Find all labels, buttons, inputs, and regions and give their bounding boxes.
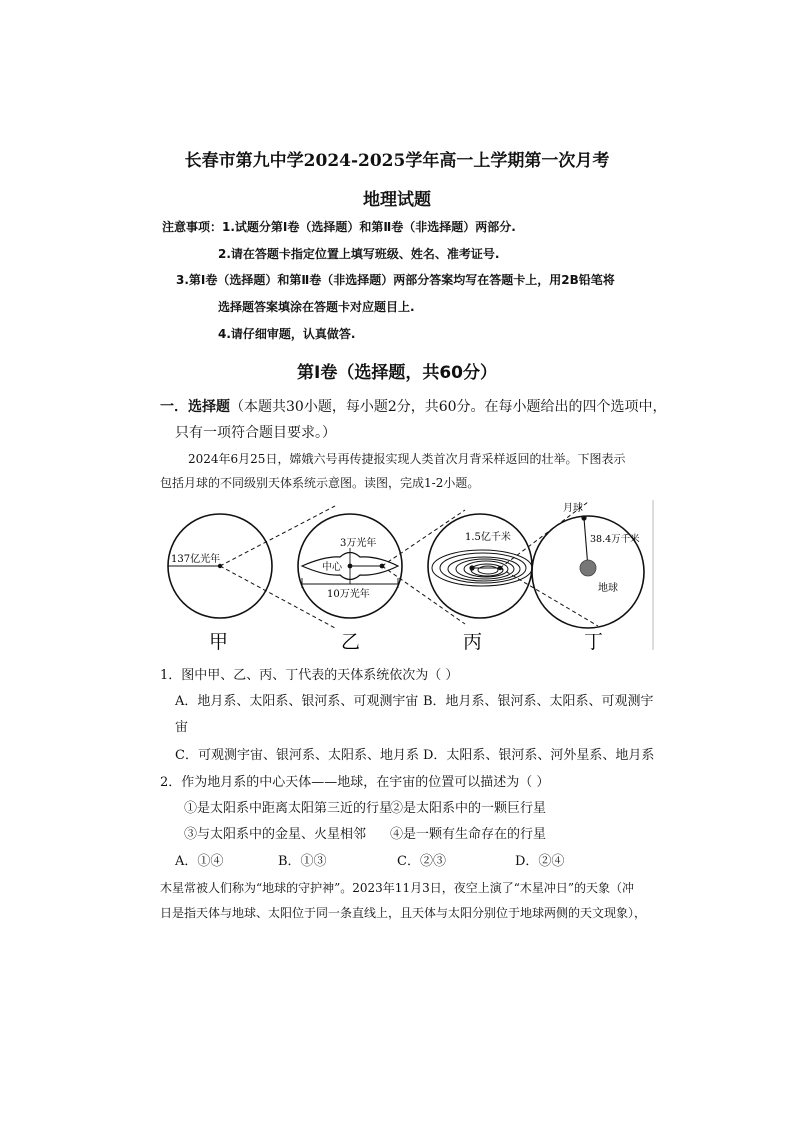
- yi-label: 乙: [341, 631, 361, 653]
- yi-center-label: 中心: [322, 562, 342, 573]
- part-desc: （本题共30小题，每小题2分，共60分。在每小题给出的四个选项中，: [230, 399, 667, 415]
- q1-option-b: B．地月系、银河系、太阳系、可观测宇: [423, 694, 654, 709]
- notes-item: 4.请仔细审题，认真做答.: [218, 327, 356, 341]
- jia-label: 甲: [209, 631, 229, 653]
- notes-item: 2.请在答题卡指定位置上填写班级、姓名、准考证号.: [218, 247, 500, 261]
- earth-globe-icon: [580, 560, 596, 576]
- q2-option-d: D．②④: [515, 854, 565, 869]
- connector-line: [220, 506, 335, 566]
- passage-line: 木星常被人们称为“地球的守护神”。2023年11月3日，夜空上演了“木星冲日”的天象（冲: [160, 881, 634, 895]
- bing-label: 丙: [463, 631, 483, 653]
- exam-subtitle: 地理试题: [363, 190, 431, 210]
- q1-option-c: C．可观测宇宙、银河系、太阳系、地月系: [175, 748, 419, 763]
- notes-item: 选择题答案填涂在答题卡对应题目上.: [218, 300, 415, 314]
- passage-line: 日是指天体与地球、太阳位于同一条直线上，且天体与太阳分别位于地球两侧的天文现象），: [160, 906, 647, 920]
- part-intro: [160, 396, 667, 416]
- passage-line: 2024年6月25日，嫦娥六号再传捷报实现人类首次月背采样返回的壮举。下图表示: [188, 452, 626, 466]
- notes-label: 注意事项：: [162, 220, 223, 234]
- moon-label: 月球: [563, 503, 583, 514]
- q1-option-a: A．地月系、太阳系、银河系、可观测宇宙: [175, 694, 419, 709]
- yi-width-label: 10万光年: [327, 589, 370, 600]
- galactic-center-dot: [348, 564, 353, 569]
- connector-line: [500, 568, 598, 626]
- exam-title: 长春市第九中学2024-2025学年高一上学期第一次月考: [184, 151, 610, 171]
- yi-thickness-label: 3万光年: [340, 538, 377, 549]
- q2-option-a: A．①④: [175, 854, 224, 869]
- connector-line: [220, 566, 335, 628]
- bing-circle: [428, 514, 532, 618]
- ding-label: 丁: [584, 631, 604, 653]
- q2-statement-3: ③与太阳系中的金星、火星相邻: [184, 827, 367, 842]
- earth-label: 地球: [598, 583, 618, 594]
- q2-statement-2: ②是太阳系中的一颗巨行星: [390, 801, 547, 816]
- bing-distance-label: 1.5亿千米: [465, 532, 511, 543]
- question-stem: 1．图中甲、乙、丙、丁代表的天体系统依次为（ ）: [160, 668, 459, 683]
- jia-radius-label: 137亿光年: [171, 554, 221, 565]
- celestial-systems-figure: [160, 496, 660, 654]
- question-stem: 2．作为地月系的中心天体——地球，在宇宙的位置可以描述为（ ）: [160, 775, 550, 790]
- q1-option-d: D．太阳系、银河系、河外星系、地月系: [423, 748, 655, 763]
- q2-statement-1: ①是太阳系中距离太阳第三近的行星: [184, 801, 393, 816]
- sun-dot: [469, 565, 474, 570]
- q2-statement-4: ④是一颗有生命存在的行星: [390, 827, 547, 842]
- moon-dot: [581, 515, 586, 520]
- q1-option-b-cont: 宙: [175, 720, 189, 735]
- section-heading: 第Ⅰ卷（选择题，共60分）: [297, 363, 497, 383]
- part-label: 一．选择题: [160, 399, 230, 415]
- notes-line-1: [162, 218, 516, 235]
- notes-item: 1.试题分第Ⅰ卷（选择题）和第Ⅱ卷（非选择题）两部分.: [222, 220, 516, 234]
- ding-distance-label: 38.4万千米: [590, 534, 640, 545]
- notes-item: 3.第Ⅰ卷（选择题）和第Ⅱ卷（非选择题）两部分答案均写在答题卡上，用2B铅笔将: [176, 273, 615, 287]
- part-desc-cont: 只有一项符合题目要求。）: [175, 425, 336, 441]
- q2-option-b: B．①③: [278, 854, 327, 869]
- q2-option-c: C．②③: [397, 854, 446, 869]
- passage-line: 包括月球的不同级别天体系统示意图。读图，完成1-2小题。: [160, 476, 480, 490]
